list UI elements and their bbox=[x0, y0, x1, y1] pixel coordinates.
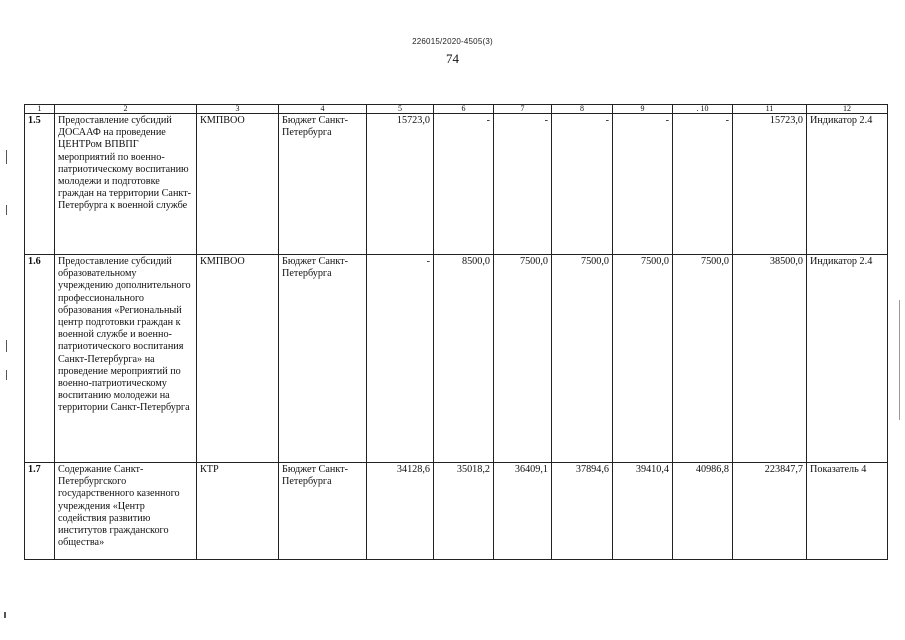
value-cell: - bbox=[552, 114, 613, 255]
value-cell: - bbox=[367, 255, 434, 463]
page-number: 74 bbox=[446, 51, 459, 66]
indicator: Показатель 4 bbox=[807, 463, 888, 560]
table-row bbox=[25, 255, 888, 463]
row-index: 1.7 bbox=[25, 463, 55, 560]
column-number: 7 bbox=[494, 105, 552, 114]
total-cell: 38500,0 bbox=[733, 255, 807, 463]
value-cell: 39410,4 bbox=[613, 463, 673, 560]
value-cell: - bbox=[613, 114, 673, 255]
funding-source: Бюджет Санкт-Петербурга bbox=[279, 255, 367, 463]
row-index: 1.5 bbox=[25, 114, 55, 255]
value-cell: 36409,1 bbox=[494, 463, 552, 560]
value-cell: 8500,0 bbox=[434, 255, 494, 463]
scan-artifact bbox=[6, 205, 7, 215]
activity-name: Предоставление субсидий ДОСААФ на проведение ЦЕНТРом ВПВПГ мероприятий по военно-патриотическому воспитанию молодежи и подготовке граждан на территории Санкт-Петербурга к военной службе bbox=[55, 114, 197, 255]
table-row bbox=[25, 114, 888, 255]
document-id: 226015/2020-4505(3) bbox=[412, 37, 493, 46]
value-cell: 35018,2 bbox=[434, 463, 494, 560]
value-cell: - bbox=[434, 114, 494, 255]
program-table bbox=[24, 104, 888, 560]
activity-name: Предоставление субсидий образовательному учреждению дополнительного профессионального образования «Региональный центр подготовки граждан к военной службе и военно-патриотического воспитания Санкт-Петербурга» на проведение мероприятий по военно-патриотическому воспитанию молодежи на территории Санкт-Петербурга bbox=[55, 255, 197, 463]
total-cell: 223847,7 bbox=[733, 463, 807, 560]
value-cell: 37894,6 bbox=[552, 463, 613, 560]
indicator: Индикатор 2.4 bbox=[807, 114, 888, 255]
row-index: 1.6 bbox=[25, 255, 55, 463]
column-number-row bbox=[25, 105, 888, 114]
executor: КМПВОО bbox=[197, 255, 279, 463]
value-cell: 40986,8 bbox=[673, 463, 733, 560]
value-cell: 7500,0 bbox=[494, 255, 552, 463]
funding-source: Бюджет Санкт-Петербурга bbox=[279, 463, 367, 560]
column-number: 1 bbox=[25, 105, 55, 114]
executor: КТР bbox=[197, 463, 279, 560]
scan-artifact bbox=[6, 340, 7, 352]
column-number: 4 bbox=[279, 105, 367, 114]
column-number: 6 bbox=[434, 105, 494, 114]
total-cell: 15723,0 bbox=[733, 114, 807, 255]
scan-artifact bbox=[6, 150, 7, 164]
scan-artifact bbox=[899, 300, 900, 420]
funding-source: Бюджет Санкт-Петербурга bbox=[279, 114, 367, 255]
column-number: . 10 bbox=[673, 105, 733, 114]
scan-artifact bbox=[6, 370, 7, 380]
value-cell: 7500,0 bbox=[552, 255, 613, 463]
column-number: 12 bbox=[807, 105, 888, 114]
column-number: 3 bbox=[197, 105, 279, 114]
column-number: 8 bbox=[552, 105, 613, 114]
value-cell: 15723,0 bbox=[367, 114, 434, 255]
value-cell: - bbox=[494, 114, 552, 255]
value-cell: 7500,0 bbox=[673, 255, 733, 463]
column-number: 11 bbox=[733, 105, 807, 114]
activity-name: Содержание Санкт-Петербургского государственного казенного учреждения «Центр содействия развитию институтов гражданского общества» bbox=[55, 463, 197, 560]
table-row bbox=[25, 463, 888, 560]
scan-artifact bbox=[4, 612, 6, 618]
value-cell: 7500,0 bbox=[613, 255, 673, 463]
column-number: 9 bbox=[613, 105, 673, 114]
value-cell: - bbox=[673, 114, 733, 255]
column-number: 5 bbox=[367, 105, 434, 114]
executor: КМПВОО bbox=[197, 114, 279, 255]
indicator: Индикатор 2.4 bbox=[807, 255, 888, 463]
value-cell: 34128,6 bbox=[367, 463, 434, 560]
column-number: 2 bbox=[55, 105, 197, 114]
